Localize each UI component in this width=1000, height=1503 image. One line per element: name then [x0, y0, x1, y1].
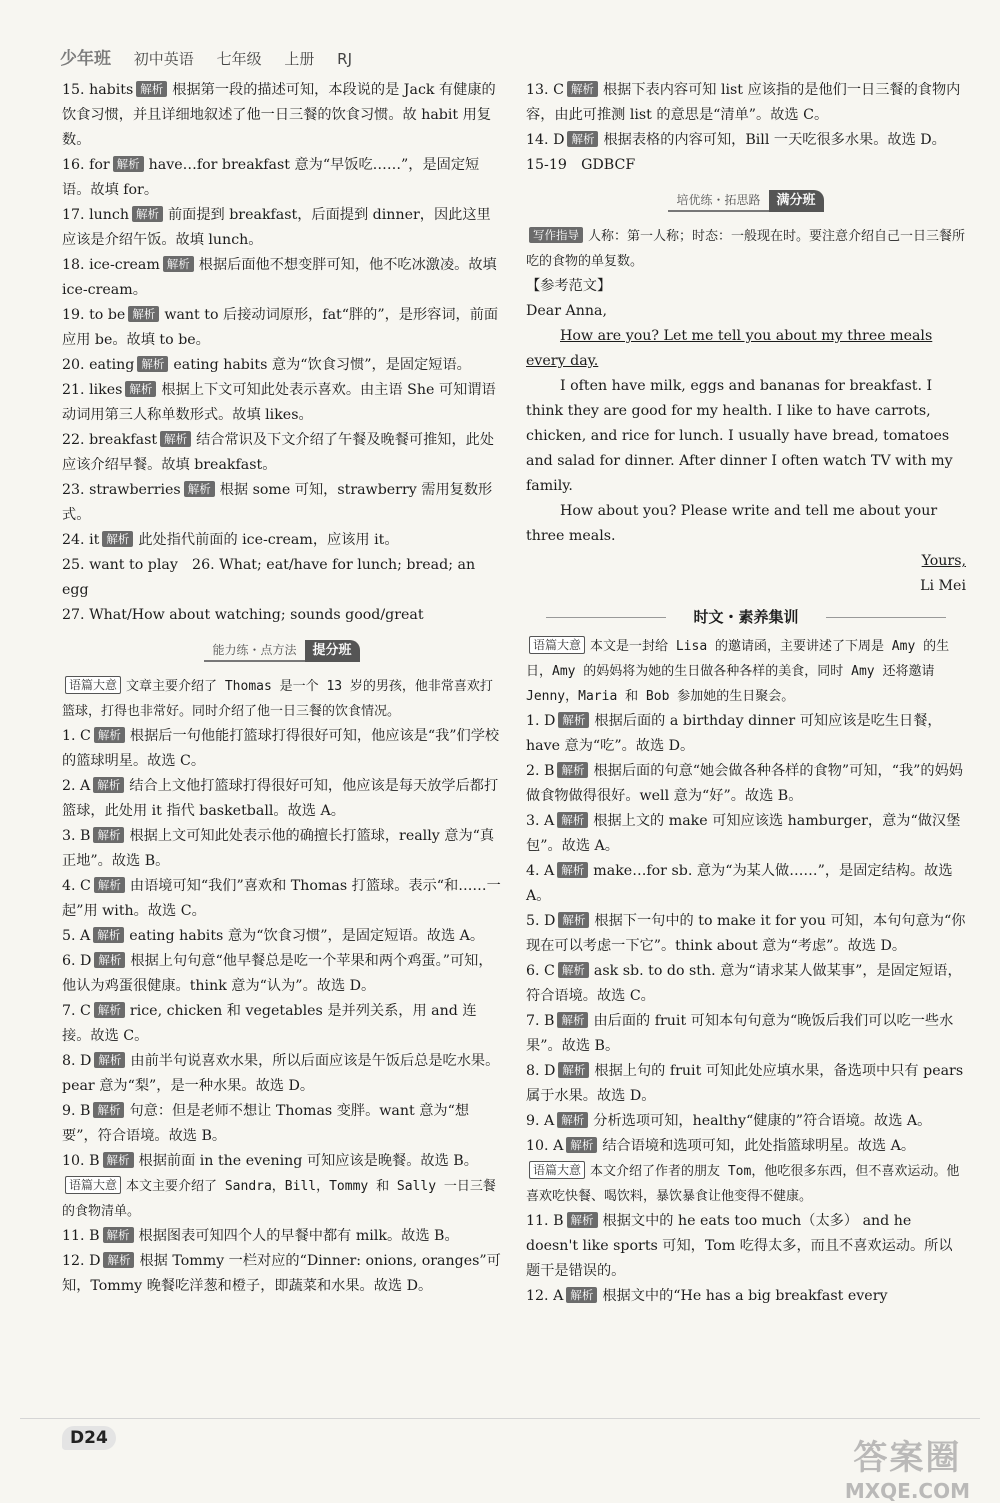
answer-key: 17. lunch	[62, 207, 129, 223]
answer-plain: 27. What/How about watching; sounds good/great	[62, 607, 424, 623]
analysis-text: 根据后面他不想变胖可知，他不吃冰激凌。故填 ice-cream。	[62, 257, 497, 298]
banner-right-badge: 提分班	[305, 640, 360, 662]
brand-logo: 少年班	[60, 49, 111, 69]
answer-key: 12. A	[526, 1288, 564, 1304]
analysis-tag: 解析	[557, 1112, 588, 1128]
answer-plain-list	[62, 553, 502, 628]
analysis-text: 根据上文可知此处表示他的确擅长打篮球，really 意为“真正地”。故选 B。	[62, 828, 495, 869]
passage-summary	[526, 1159, 966, 1209]
answer-key: 6. C	[526, 963, 555, 979]
analysis-tag: 解析	[93, 777, 124, 793]
letter-closing: Yours,	[921, 553, 966, 569]
analysis-text: 根据文中的“He has a big breakfast every	[602, 1288, 888, 1304]
summary-text: 本文介绍了作者的朋友 Tom，他吃很多东西，但不喜欢运动。他喜欢吃快餐、喝饮料，暴饮暴食让他变得不健康。	[526, 1164, 960, 1204]
analysis-tag: 解析	[557, 762, 588, 778]
answer-key: 8. D	[62, 1053, 92, 1069]
answer-key: 6. D	[62, 953, 92, 969]
section-banner-ability	[62, 638, 502, 664]
analysis-text: want to 后接动词原形，fat“胖的”，是形容词，前面应用 be。故填 to be。	[62, 307, 499, 348]
analysis-text: eating habits 意为“饮食习惯”，是固定短语。	[173, 357, 471, 373]
summary-tag: 语篇大意	[529, 636, 585, 654]
analysis-tag: 解析	[160, 431, 191, 447]
analysis-tag: 解析	[93, 927, 124, 943]
analysis-tag: 解析	[132, 206, 163, 222]
answer-item	[62, 824, 502, 874]
analysis-tag: 解析	[128, 306, 159, 322]
analysis-tag: 解析	[558, 1062, 589, 1078]
analysis-tag: 解析	[102, 531, 133, 547]
answer-list-2	[62, 724, 502, 1174]
answer-item	[62, 1249, 502, 1299]
answer-item	[526, 1059, 966, 1109]
page-header	[60, 44, 520, 70]
answer-key: 10. A	[526, 1138, 564, 1154]
answer-item	[526, 1284, 966, 1309]
answer-key: 1. D	[526, 713, 556, 729]
letter-paragraph: I often have milk, eggs and bananas for breakfast. I think they are good for my health. I like to have carrots, chicken, and rice for lunch. I usually have bread, tomatoes and salad for dinner. After dinner I often watch TV with my family.	[526, 378, 953, 494]
analysis-tag: 解析	[557, 862, 588, 878]
analysis-text: 根据下一句中的 to make it for you 可知，本句句意为“你现在可以考虑一下它”。think about 意为“考虑”。故选 D。	[526, 913, 966, 954]
letter-paragraph: How about you? Please write and tell me about your three meals.	[526, 503, 938, 544]
answer-key: 2. A	[62, 778, 91, 794]
page-number: D24	[62, 1426, 116, 1450]
watermark-text: 答案圈	[853, 1438, 962, 1478]
answer-item	[526, 1209, 966, 1284]
answer-item	[62, 378, 502, 428]
analysis-text: 由语境可知“我们”喜欢和 Thomas 打篮球。表示“和……一起”用 with。故选 C。	[62, 878, 501, 919]
analysis-text: 根据下表内容可知 list 应该指的是他们一日三餐的食物内容，由此可推测 list 的意思是“清单”。故选 C。	[526, 82, 961, 123]
section-banner-excellence	[526, 188, 966, 214]
answer-item	[62, 774, 502, 824]
answer-key: 5. D	[526, 913, 556, 929]
analysis-text: 根据前面 in the evening 可知应该是晚餐。故选 B。	[138, 1153, 478, 1169]
answer-item	[62, 353, 502, 378]
guide-tag: 写作指导	[529, 227, 583, 243]
analysis-tag: 解析	[566, 1137, 597, 1153]
passage-summary	[62, 1174, 502, 1224]
answer-list-3	[62, 1224, 502, 1299]
answer-item	[62, 1099, 502, 1149]
answer-item	[526, 909, 966, 959]
answer-item	[62, 478, 502, 528]
answer-key: 1. C	[62, 728, 91, 744]
answer-item	[526, 1009, 966, 1059]
answer-list-3	[526, 1209, 966, 1309]
analysis-tag: 解析	[94, 952, 125, 968]
analysis-tag: 解析	[557, 812, 588, 828]
answer-list-1	[62, 78, 502, 553]
answer-key: 4. C	[62, 878, 91, 894]
analysis-text: 根据 Tommy 一栏对应的“Dinner: onions, oranges”可知，Tommy 晚餐吃洋葱和橙子，即蔬菜和水果。故选 D。	[62, 1253, 501, 1294]
banner-left-text: 培优练・拓思路	[668, 190, 768, 212]
answer-item	[62, 874, 502, 924]
answer-key: 5. A	[62, 928, 91, 944]
answer-item	[62, 949, 502, 999]
banner-left-text: 能力练・点方法	[204, 640, 304, 662]
analysis-text: 根据表格的内容可知，Bill 一天吃很多水果。故选 D。	[603, 132, 946, 148]
analysis-tag: 解析	[94, 1002, 125, 1018]
answer-item	[526, 128, 966, 153]
summary-text: 文章主要介绍了 Thomas 是一个 13 岁的男孩，他非常喜欢打篮球，打得也非常好。同时介绍了他一日三餐的饮食情况。	[62, 679, 493, 719]
passage-summary	[62, 674, 502, 724]
left-column	[62, 78, 502, 1299]
analysis-tag: 解析	[163, 256, 194, 272]
analysis-text: eating habits 意为“饮食习惯”，是固定短语。故选 A。	[129, 928, 485, 944]
analysis-tag: 解析	[94, 877, 125, 893]
analysis-text: rice, chicken 和 vegetables 是并列关系，用 and 连接。故选 C。	[62, 1003, 477, 1044]
answer-key: 23. strawberries	[62, 482, 181, 498]
answer-key: 7. B	[526, 1013, 555, 1029]
answer-key: 13. C	[526, 82, 564, 98]
analysis-tag: 解析	[557, 1012, 588, 1028]
answer-key: 9. B	[62, 1103, 91, 1119]
analysis-text: 根据上句句意“他早餐总是吃一个苹果和两个鸡蛋。”可知，他认为鸡蛋很健康。think 意为“认为”。故选 D。	[62, 953, 493, 994]
analysis-text: make…for sb. 意为“为某人做……”，是固定结构。故选 A。	[526, 863, 953, 904]
analysis-text: 根据上下文可知此处表示喜欢。由主语 She 可知谓语动词用第三人称单数形式。故填 likes。	[62, 382, 496, 423]
answer-item	[62, 1149, 502, 1174]
answer-key: 21. likes	[62, 382, 123, 398]
answer-item	[62, 1224, 502, 1249]
answer-key: 15. habits	[62, 82, 134, 98]
sample-letter	[526, 299, 966, 599]
analysis-text: 根据上句的 fruit 可知此处应填水果，备选项中只有 pears 属于水果。故选 D。	[526, 1063, 964, 1104]
analysis-text: have…for breakfast 意为“早饭吃……”，是固定短语。故填 for。	[62, 157, 480, 198]
writing-guide	[526, 224, 966, 274]
answer-item	[62, 153, 502, 203]
answer-item	[62, 428, 502, 478]
letter-signature: Li Mei	[920, 578, 966, 594]
answer-key: 20. eating	[62, 357, 135, 373]
analysis-text: 根据 some 可知，strawberry 需用复数形式。	[62, 482, 493, 523]
answer-key: 8. D	[526, 1063, 556, 1079]
analysis-text: 分析选项可知，healthy“健康的”符合语境。故选 A。	[593, 1113, 932, 1129]
answer-key: 22. breakfast	[62, 432, 158, 448]
analysis-tag: 解析	[103, 1227, 134, 1243]
analysis-text: 由后面的 fruit 可知本句句意为“晚饭后我们可以吃一些水果”。故选 B。	[526, 1013, 954, 1054]
summary-text: 本文是一封给 Lisa 的邀请函，主要讲述了下周是 Amy 的生日，Amy 的妈妈将为她的生日做各种各样的美食，同时 Amy 还将邀请 Jenny，Maria 和 Bob 参加她的生日聚会。	[526, 639, 950, 704]
analysis-text: 句意：但是老师不想让 Thomas 变胖。want 意为“想要”，符合语境。故选 B。	[62, 1103, 470, 1144]
answer-item	[62, 303, 502, 353]
answer-list-2	[526, 709, 966, 1159]
analysis-text: 结合上文他打篮球打得很好可知，他应该是每天放学后都打篮球，此处用 it 指代 basketball。故选 A。	[62, 778, 499, 819]
reference-label: 【参考范文】	[526, 278, 612, 294]
watermark-url: MXQE.COM	[844, 1479, 970, 1503]
analysis-tag: 解析	[94, 727, 125, 743]
answer-key: 9. A	[526, 1113, 555, 1129]
answer-key: 2. B	[526, 763, 555, 779]
term-label: 上册	[284, 50, 315, 68]
analysis-tag: 解析	[567, 81, 598, 97]
answer-item	[62, 724, 502, 774]
analysis-tag: 解析	[136, 81, 167, 97]
answer-item	[526, 759, 966, 809]
summary-tag: 语篇大意	[65, 676, 121, 694]
analysis-text: 结合常识及下文介绍了午餐及晚餐可推知，此处应该介绍早餐。故填 breakfast。	[62, 432, 495, 473]
answer-key: 10. B	[62, 1153, 100, 1169]
answer-key: 3. A	[526, 813, 555, 829]
answer-item	[526, 1109, 966, 1134]
answer-item	[62, 924, 502, 949]
answer-item	[62, 253, 502, 303]
analysis-tag: 解析	[137, 356, 168, 372]
footer-divider	[20, 1418, 980, 1419]
guide-text: 人称：第一人称；时态：一般现在时。要注意介绍自己一日三餐所吃的食物的单复数。	[526, 229, 966, 269]
answer-plain: 15-19 GDBCF	[526, 157, 636, 173]
answer-item	[526, 809, 966, 859]
answer-key: 11. B	[526, 1213, 564, 1229]
banner-right-badge: 满分班	[769, 190, 824, 212]
answer-key: 12. D	[62, 1253, 101, 1269]
answer-key: 4. A	[526, 863, 555, 879]
answer-item	[526, 859, 966, 909]
analysis-tag: 解析	[103, 1252, 134, 1268]
answer-item	[62, 999, 502, 1049]
analysis-text: 由前半句说喜欢水果，所以后面应该是午饭后总是吃水果。pear 意为“梨”，是一种水果。故选 D。	[62, 1053, 500, 1094]
analysis-text: 此处指代前面的 ice-cream，应该用 it。	[138, 532, 399, 548]
analysis-text: 根据上文的 make 可知应该选 hamburger，意为“做汉堡包”。故选 A。	[526, 813, 961, 854]
analysis-tag: 解析	[94, 1052, 125, 1068]
subject-label: 初中英语	[133, 50, 194, 68]
letter-paragraph: How are you? Let me tell you about my three meals every day.	[526, 328, 933, 369]
analysis-tag: 解析	[93, 827, 124, 843]
summary-tag: 语篇大意	[65, 1176, 121, 1194]
watermark	[845, 1430, 970, 1503]
summary-tag: 语篇大意	[529, 1161, 585, 1179]
answer-key: 11. B	[62, 1228, 100, 1244]
answer-key: 24. it	[62, 532, 100, 548]
analysis-text: 结合语境和选项可知，此处指篮球明星。故选 A。	[602, 1138, 916, 1154]
analysis-text: ask sb. to do sth. 意为“请求某人做某事”，是固定短语，符合语境。故选 C。	[526, 963, 962, 1004]
analysis-text: 根据后面的 a birthday dinner 可知应该是吃生日餐，have 意为“吃”。故选 D。	[526, 713, 942, 754]
answer-key: 3. B	[62, 828, 91, 844]
section-title: 时文・素养集训	[526, 605, 966, 630]
analysis-tag: 解析	[113, 156, 144, 172]
answer-key: 18. ice-cream	[62, 257, 160, 273]
analysis-text: 根据第一段的描述可知，本段说的是 Jack 有健康的饮食习惯，并且详细地叙述了他一日三餐的饮食习惯。故 habit 用复数。	[62, 82, 496, 148]
analysis-tag: 解析	[558, 962, 589, 978]
right-column	[526, 78, 966, 1309]
analysis-tag: 解析	[558, 712, 589, 728]
analysis-text: 前面提到 breakfast，后面提到 dinner，因此这里应该是介绍午饭。故填 lunch。	[62, 207, 491, 248]
analysis-tag: 解析	[567, 131, 598, 147]
answer-item	[526, 959, 966, 1009]
answer-key: 14. D	[526, 132, 565, 148]
answer-key: 19. to be	[62, 307, 126, 323]
answer-key: 7. C	[62, 1003, 91, 1019]
answer-plain: 25. want to play 26. What; eat/have for lunch; bread; an egg	[62, 557, 476, 598]
answer-item	[62, 528, 502, 553]
answer-item	[62, 203, 502, 253]
answer-item	[526, 1134, 966, 1159]
analysis-text: 根据图表可知四个人的早餐中都有 milk。故选 B。	[138, 1228, 459, 1244]
answer-item	[526, 709, 966, 759]
analysis-text: 根据后面的句意“她会做各种各样的食物”可知，“我”的妈妈做食物做得很好。well 意为“好”。故选 B。	[526, 763, 963, 804]
analysis-tag: 解析	[566, 1287, 597, 1303]
answer-key: 16. for	[62, 157, 110, 173]
answer-list-1	[526, 78, 966, 153]
analysis-tag: 解析	[93, 1102, 124, 1118]
analysis-text: 根据后一句他能打篮球打得很好可知，他应该是“我”们学校的篮球明星。故选 C。	[62, 728, 500, 769]
analysis-text: 根据文中的 he eats too much（太多） and he doesn't like sports 可知，Tom 吃得太多，而且不喜欢运动。所以题干是错误的。	[526, 1213, 953, 1279]
answer-item	[62, 78, 502, 153]
analysis-tag: 解析	[103, 1152, 134, 1168]
analysis-tag: 解析	[125, 381, 156, 397]
analysis-tag: 解析	[567, 1212, 598, 1228]
edition-label: RJ	[337, 50, 353, 68]
passage-summary	[526, 634, 966, 709]
answer-item	[526, 78, 966, 128]
grade-label: 七年级	[216, 50, 262, 68]
answer-item	[62, 1049, 502, 1099]
letter-greeting: Dear Anna,	[526, 303, 608, 319]
analysis-tag: 解析	[184, 481, 215, 497]
summary-text: 本文主要介绍了 Sandra，Bill，Tommy 和 Sally 一日三餐的食物清单。	[62, 1179, 496, 1219]
analysis-tag: 解析	[558, 912, 589, 928]
